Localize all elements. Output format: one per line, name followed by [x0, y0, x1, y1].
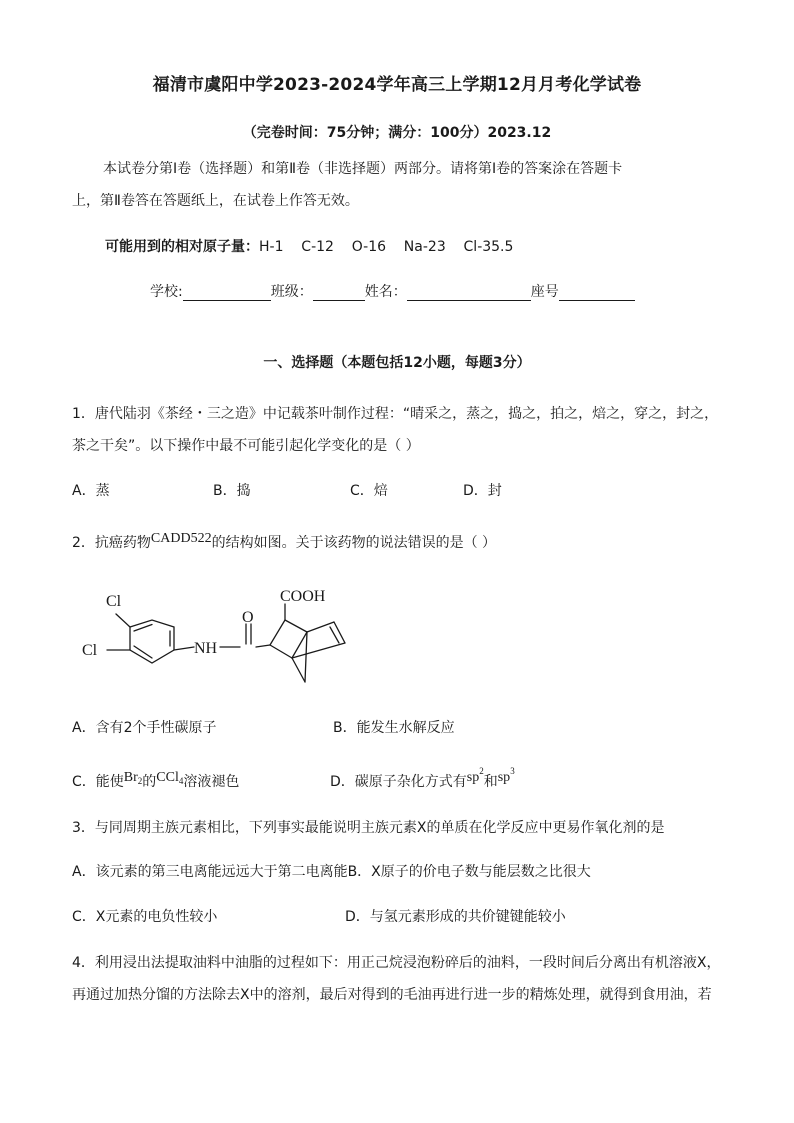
carbonyl-o-label: O [242, 609, 254, 626]
intro-line-2: 上，第Ⅱ卷答在答题纸上，在试卷上作答无效。 [72, 193, 359, 209]
atomic-mass-label: 可能用到的相对原子量： [105, 239, 259, 255]
q1-option-a: A．蒸 [72, 483, 110, 499]
q2-drug-name: CADD522 [150, 531, 212, 546]
ccl-subscript: 4 [178, 776, 184, 786]
q2-option-a: A．含有2个手性碳原子 [72, 720, 217, 736]
q3-option-c: C．X元素的电负性较小 [72, 909, 218, 925]
q2-option-d [330, 766, 515, 791]
q1-option-c: C．焙 [350, 483, 388, 499]
q2-option-c-prefix: C．能使 [72, 774, 124, 790]
q3-option-ab: A．该元素的第三电离能远远大于第二电离能B．X原子的价电子数与能层数之比很大 [72, 864, 591, 880]
section-heading: 一、选择题（本题包括12小题，每题3分） [263, 355, 531, 371]
br-formula: Br [123, 770, 138, 785]
name-label: 姓名： [364, 284, 407, 300]
cooh-label: COOH [280, 588, 326, 605]
cl-top-label: Cl [106, 593, 122, 610]
q2-option-b: B．能发生水解反应 [333, 720, 455, 736]
q4-stem-line-1: 4．利用浸出法提取油料中油脂的过程如下：用正己烷浸泡粉碎后的油料，一段时间后分离出有机溶液X， [72, 955, 721, 971]
atomic-mass-values: H-1 C-12 O-16 Na-23 Cl-35.5 [259, 239, 514, 255]
school-label: 学校: [150, 284, 183, 300]
exam-subtitle: （完卷时间：75分钟；满分：100分）2023.12 [242, 125, 552, 141]
atomic-mass-line [105, 236, 513, 256]
name-field[interactable] [407, 286, 531, 301]
q2-stem-suffix: 的结构如图。关于该药物的说法错误的是（ ） [211, 535, 497, 551]
seat-field[interactable] [559, 286, 635, 301]
q4-stem-line-2: 再通过加热分馏的方法除去X中的溶剂，最后对得到的毛油再进行进一步的精炼处理，就得到食用油，若 [72, 987, 712, 1003]
student-info-line [150, 281, 635, 301]
seat-label: 座号 [530, 284, 559, 300]
q1-stem-line-2: 茶之干矣”。以下操作中最不可能引起化学变化的是（ ） [72, 438, 420, 454]
q2-option-d-prefix: D．碳原子杂化方式有 [330, 774, 467, 790]
q2-stem [72, 532, 496, 552]
q3-option-d: D．与氢元素形成的共价键键能较小 [345, 909, 566, 925]
q1-stem-line-1: 1．唐代陆羽《茶经・三之造》中记载茶叶制作过程：“晴采之，蒸之，捣之，拍之，焙之，穿之，封之， [72, 406, 719, 422]
school-field[interactable] [183, 286, 271, 301]
sp2-superscript: 2 [479, 766, 484, 776]
br-subscript: 2 [137, 776, 143, 786]
cl-left-label: Cl [82, 642, 98, 659]
class-field[interactable] [313, 286, 365, 301]
q2-option-c-mid: 的 [142, 774, 157, 790]
sp3-superscript: 3 [510, 766, 515, 776]
q2-option-c [72, 771, 239, 791]
q2-stem-prefix: 2．抗癌药物 [72, 535, 151, 551]
sp2-label: sp [466, 770, 480, 785]
ccl-formula: CCl [156, 770, 179, 785]
q2-option-d-mid: 和 [483, 774, 498, 790]
nh-label: NH [194, 640, 218, 657]
q2-option-c-suffix: 溶液褪色 [183, 774, 240, 790]
q1-option-d: D．封 [463, 483, 502, 499]
exam-title: 福清市虞阳中学2023-2024学年高三上学期12月月考化学试卷 [152, 75, 642, 95]
q3-stem: 3．与同周期主族元素相比，下列事实最能说明主族元素X的单质在化学反应中更易作氧化剂的是 [72, 820, 665, 836]
intro-line-1: 本试卷分第Ⅰ卷（选择题）和第Ⅱ卷（非选择题）两部分。请将第Ⅰ卷的答案涂在答题卡 [103, 161, 623, 177]
sp3-label: sp [497, 770, 511, 785]
class-label: 班级： [270, 284, 313, 300]
cadd522-structure-diagram [70, 580, 370, 690]
q1-option-b: B．捣 [213, 483, 251, 499]
